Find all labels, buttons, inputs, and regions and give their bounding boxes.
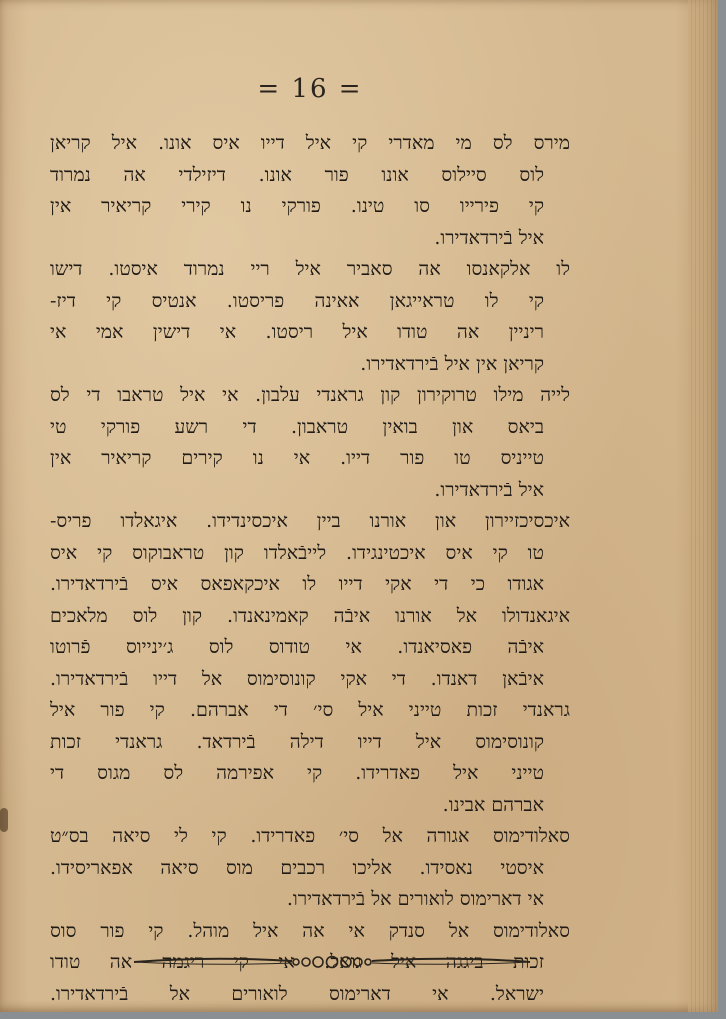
text-line: ביאס און בואין טראבון. די רשע פורקי טי <box>50 415 544 438</box>
text-line: איכסיכזיירון און אורנו ביין איכסינדידו. איגאלדו פריס- <box>50 510 570 532</box>
text-line: קי לו טראייגאן אאינה פריסטו. אנטיס קי דיז- <box>50 289 544 312</box>
text-line: סאלודימוס אל סנדק אי אה איל מוהל. קי פור סוס <box>50 919 570 942</box>
text-line: איסטי נאסידו. אליכו רכבים מוס סיאה אפאריסידו. <box>50 856 544 879</box>
text-line: טייני איל פאדרידו. קי אפירמה לס מגוס די <box>50 762 544 784</box>
text-line: ריניין אה טודו איל ריסטו. אי דישין אמי אי <box>50 321 544 343</box>
ornament-divider-icon <box>132 952 532 972</box>
text-line: גראנדי זכות טייני איל סי׳ די אברהם. קי פור איל <box>50 699 570 721</box>
text-line: אברהם אבינו. <box>442 793 544 816</box>
paragraph <box>50 601 570 696</box>
text-line: איבֿאן דאנדו. די אקי קונוסימוס אל דייו בֿירדאדירו. <box>50 667 544 690</box>
text-line: איבֿה פאסיאנדו. אי טודוס לוס ג׳ינייוס פֿרוטו <box>50 636 544 658</box>
text-line: לוס סיילוס אונו פור אונו. דיזילדי אה נמרוד <box>50 163 544 186</box>
paragraph <box>50 128 570 254</box>
text-line: טו קי איס איכטינגידו. לייבֿאלדו קון טראבוקוס קי איס <box>50 541 544 564</box>
paragraph <box>50 254 570 380</box>
text-line: לייה מילו טרוקירון קון גראנדי עלבון. אי איל טראבו די לס <box>50 384 570 406</box>
text-line: טייניס טו פור דייו. אי נו קירים קריאיר אין <box>50 447 544 469</box>
text-line: אגודו כי די אקי דייו לו איכקאפאס איס בֿירדאדירו. <box>50 573 544 595</box>
text-line: זכות ביגגה איל גואל. אי קי ריגמה אה טודו <box>50 951 544 973</box>
text-line: סאלודימוס אגורה אל סי׳ פאדרידו. קי לי סיאה בס״ט <box>50 825 570 847</box>
text-line: מירס לס מי מאדרי קי איל דייו איס אונו. איל קריאן <box>50 132 570 154</box>
text-line: איגאנדולו אל אורנו איבֿה קאמינאנדו. קון לוס מלאכים <box>50 604 570 627</box>
text-line: קריאן אין איל בֿירדאדירו. <box>360 352 544 375</box>
paragraph <box>50 821 570 916</box>
paragraph <box>50 380 570 506</box>
text-line: קי פירייו סו טינו. פורקי נו קירי קריאיר אין <box>50 195 544 217</box>
text-line: אי דארימוס לואורים אל בֿירדאדירו. <box>286 888 544 910</box>
text-line: קונוסימוס איל דייו דילה בֿירדאד. גראנדי זכות <box>50 730 544 753</box>
page-number: = 16 = <box>257 74 363 104</box>
paragraph <box>50 695 570 821</box>
text-line: לו אלקאנסו אה סאביר איל ריי נמרוד איסטו. דישו <box>50 258 570 280</box>
page-stain <box>0 808 8 832</box>
text-line: ישראל. אי דארימוס לואורים אל בֿירדאדירו. <box>50 982 544 1005</box>
body-text <box>50 128 570 1010</box>
text-line: איל בֿירדאדירו. <box>434 226 544 249</box>
paragraph <box>50 506 570 601</box>
page-stack-edge <box>688 0 718 1012</box>
text-line: איל בֿירדאדירו. <box>434 478 544 501</box>
